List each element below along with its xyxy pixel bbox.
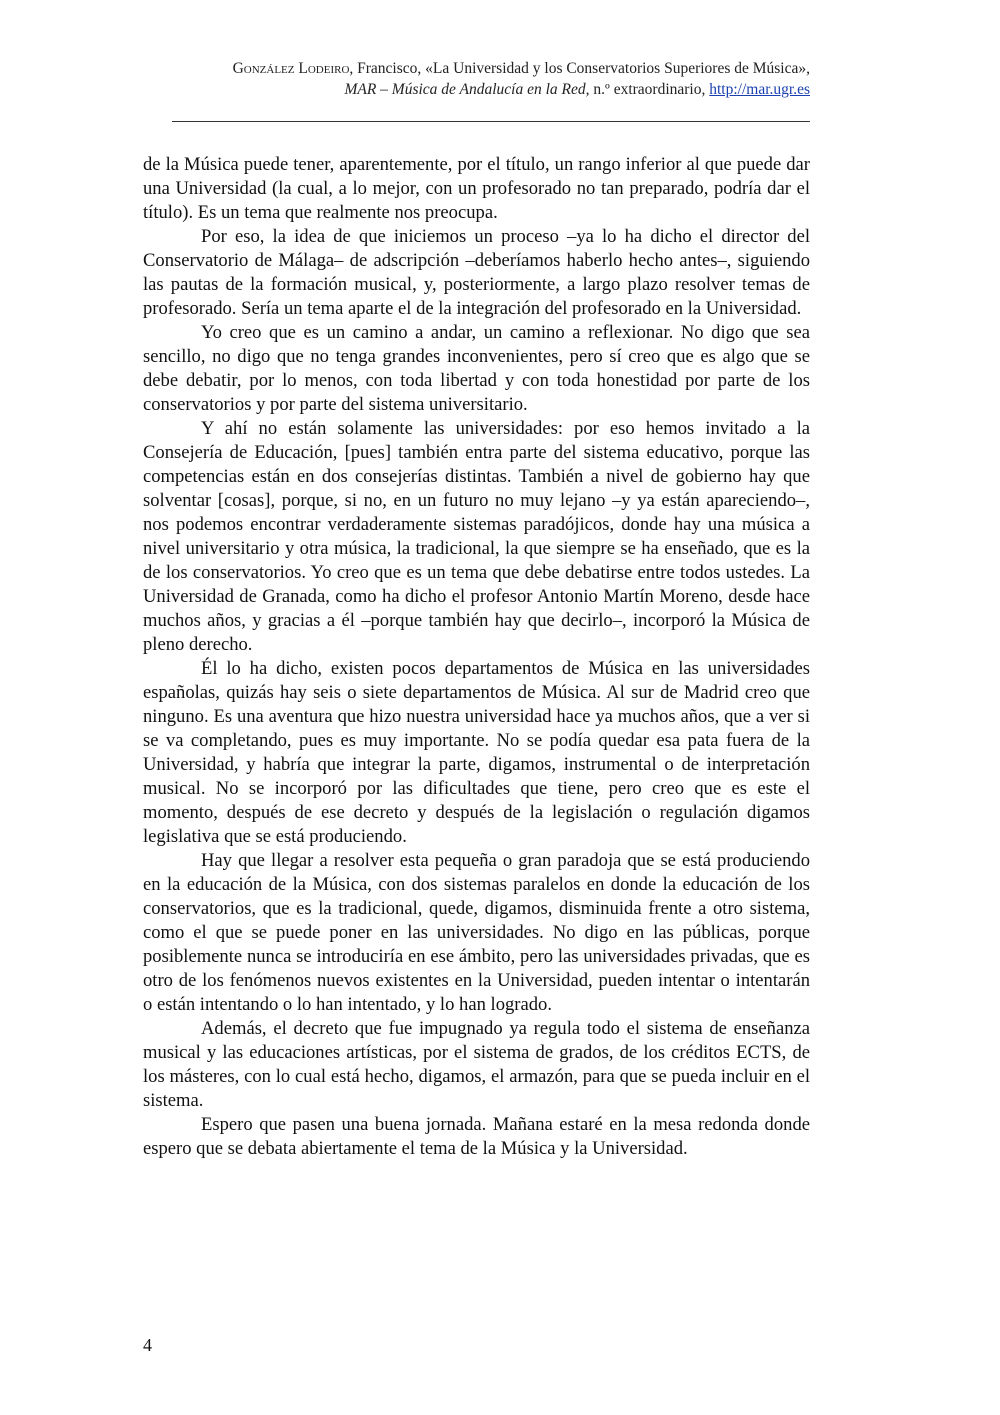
journal-url-link[interactable]: http://mar.ugr.es (709, 81, 810, 98)
issue-label: n.º extraordinario, (589, 81, 710, 98)
author-title: , Francisco, «La Universidad y los Conservatorios Superiores de Música», (349, 60, 810, 77)
header-line-1 (110, 58, 810, 79)
paragraph-5: Él lo ha dicho, existen pocos departamentos de Música en las universidades españolas, quizás hay seis o siete departamentos de Música. Al sur de Madrid creo que ninguno. Es una aventura que hizo nuestra universidad hace ya muchos años, que a ver si se va completando, pues es muy importante. No se podía quedar esa pata fuera de la Universidad, y habría que integrar la parte, digamos, instrumental o de interpretación musical. No se incorporó por las dificultades que tiene, pero creo que es este el momento, después de ese decreto y después de la legislación o regulación digamos legislativa que se está produciendo. (143, 658, 810, 847)
header-divider (172, 121, 810, 122)
running-header (110, 58, 810, 100)
article-body (143, 153, 810, 1161)
paragraph-6: Hay que llegar a resolver esta pequeña o gran paradoja que se está produciendo en la educación de la Música, con dos sistemas paralelos en donde la educación de los conservatorios, que es la tradicional, quede, digamos, disminuida frente a otro sistema, como el que se puede poner en las universidades. No digo en las públicas, porque posiblemente nunca se introduciría en ese ámbito, pero las universidades privadas, que es otro de los fenómenos nuevos existentes en la Universidad, pueden intentar o intentarán o están intentando o lo han intentado, y lo han logrado. (143, 850, 810, 1015)
page-number: 4 (143, 1335, 152, 1355)
paragraph-7: Además, el decreto que fue impugnado ya regula todo el sistema de enseñanza musical y las educaciones artísticas, por el sistema de grados, de los créditos ECTS, de los másteres, con lo cual está hecho, digamos, el armazón, para que se pueda incluir en el sistema. (143, 1018, 810, 1111)
header-line-2 (110, 79, 810, 100)
paragraph-3: Yo creo que es un camino a andar, un camino a reflexionar. No digo que sea sencillo, no digo que no tenga grandes inconvenientes, pero sí creo que es algo que se debe debatir, por lo menos, con toda libertad y con toda honestidad por parte de los conservatorios y por parte del sistema universitario. (143, 322, 810, 415)
paragraph-1: de la Música puede tener, aparentemente, por el título, un rango inferior al que puede dar una Universidad (la cual, a lo mejor, con un profesorado no tan preparado, podría dar el título). Es un tema que realmente nos preocupa. (143, 154, 810, 223)
author-name: González Lodeiro (232, 60, 350, 77)
paragraph-4: Y ahí no están solamente las universidades: por eso hemos invitado a la Consejería de Educación, [pues] también entra parte del sistema educativo, porque las competencias están en dos consejerías distintas. También a nivel de gobierno hay que solventar [cosas], porque, si no, en un futuro no muy lejano –y ya están apareciendo–, nos podemos encontrar verdaderamente sistemas paradójicos, donde hay una música a nivel universitario y otra música, la tradicional, la que siempre se ha enseñado, que es la de los conservatorios. Yo creo que es un tema que debe debatirse entre todos ustedes. La Universidad de Granada, como ha dicho el profesor Antonio Martín Moreno, desde hace muchos años, y gracias a él –porque también hay que decirlo–, incorporó la Música de pleno derecho. (143, 418, 810, 655)
paragraph-8: Espero que pasen una buena jornada. Mañana estaré en la mesa redonda donde espero que se debata abiertamente el tema de la Música y la Universidad. (143, 1114, 810, 1159)
paragraph-2: Por eso, la idea de que iniciemos un proceso –ya lo ha dicho el director del Conservatorio de Málaga– de adscripción –deberíamos haberlo hecho antes–, siguiendo las pautas de la formación musical, y, posteriormente, a largo plazo resolver temas de profesorado. Sería un tema aparte el de la integración del profesorado en la Universidad. (143, 226, 810, 319)
journal-name: MAR – Música de Andalucía en la Red, (344, 81, 590, 98)
